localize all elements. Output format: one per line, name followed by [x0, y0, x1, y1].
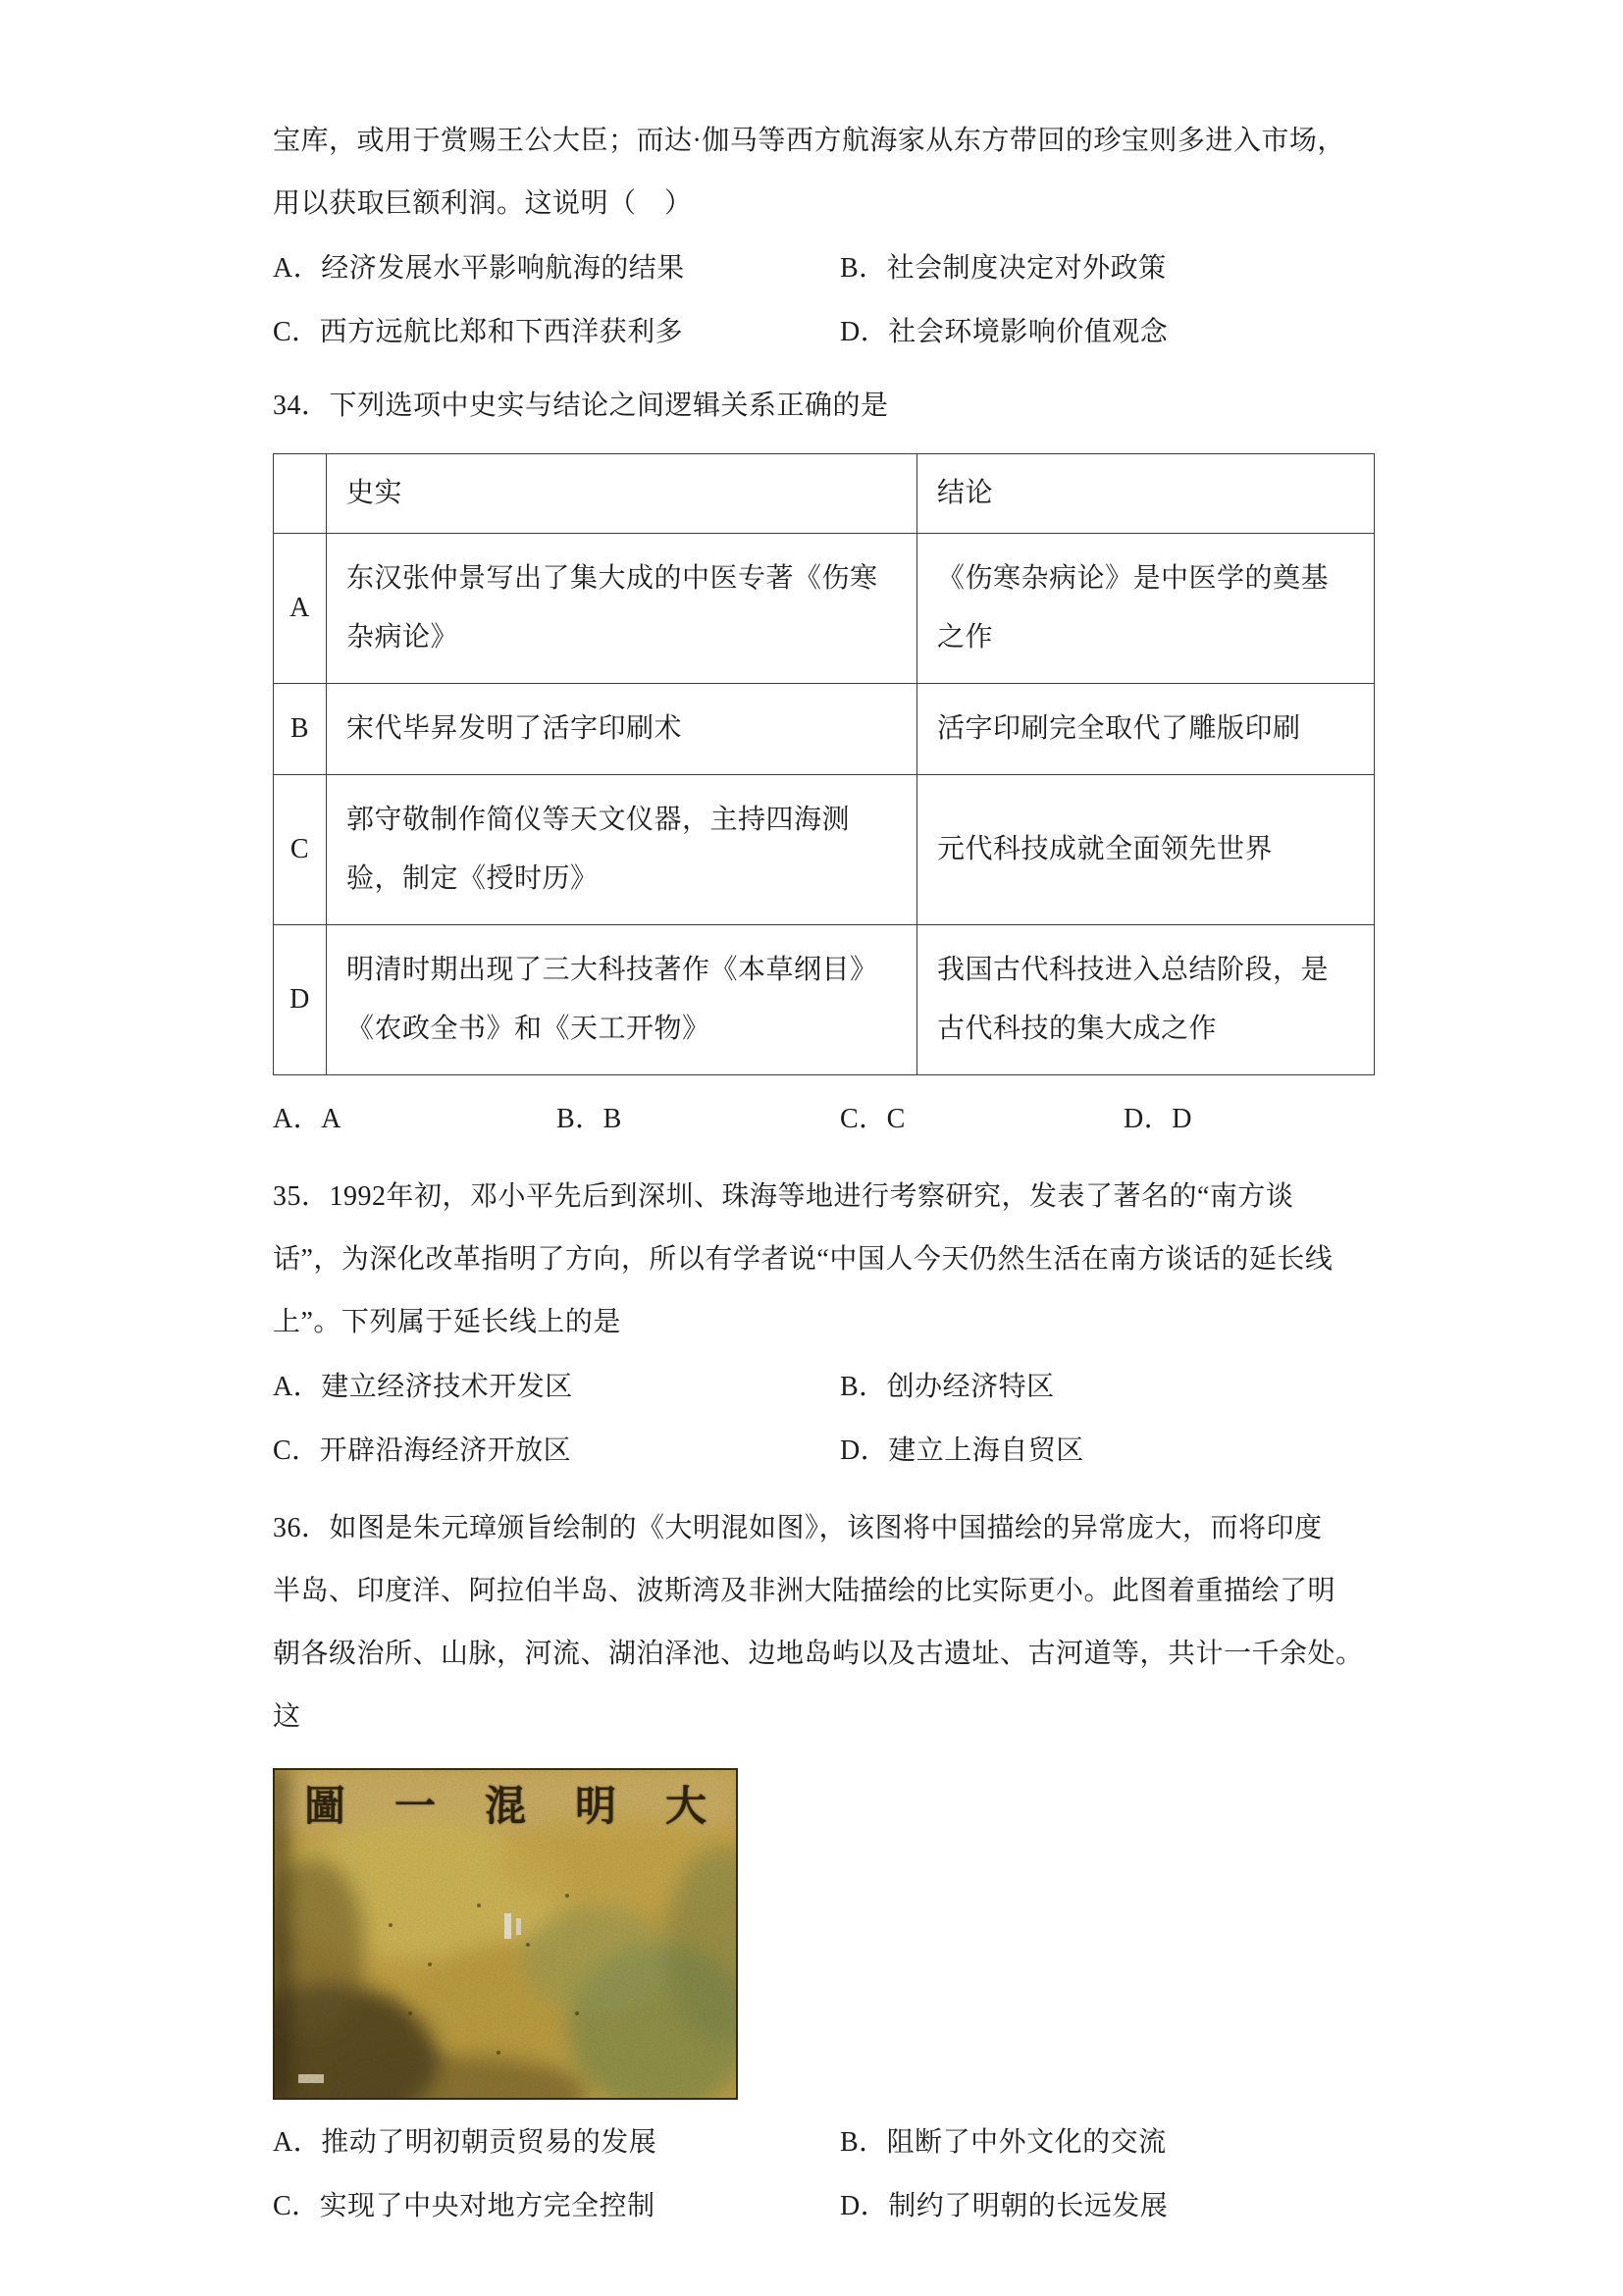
q34-logic-table	[273, 453, 1375, 1075]
paragraph-line: 这	[273, 1701, 301, 1732]
paragraph-line: 朝各级治所、山脉，河流、湖泊泽池、边地岛屿以及古遗址、古河道等，共计一千余处。	[273, 1639, 1364, 1669]
q36-options-row-cd	[273, 2175, 1378, 2237]
q33-options-row-ab	[273, 237, 1378, 299]
q36-paragraph	[273, 1497, 1378, 1748]
map-title-char: 混	[484, 1785, 526, 1830]
q35-options-row-ab	[273, 1356, 1378, 1418]
q35-option-c: C．开辟沿海经济开放区	[273, 1435, 572, 1466]
row-conclusion: 元代科技成就全面领先世界	[917, 775, 1375, 925]
table-row	[274, 684, 1375, 775]
row-key: A	[274, 534, 327, 684]
q35-option-b: B．创办经济特区	[840, 1372, 1055, 1402]
row-conclusion: 《伤寒杂病论》是中医学的奠基之作	[917, 534, 1375, 684]
q35-paragraph	[273, 1166, 1378, 1354]
map-title-char: 圖	[304, 1785, 346, 1830]
row-fact: 宋代毕昇发明了活字印刷术	[327, 684, 917, 775]
table-header-row	[274, 454, 1375, 534]
table-row	[274, 534, 1375, 684]
q36-option-a: A．推动了明初朝贡贸易的发展	[273, 2127, 657, 2158]
q36-option-d: D．制约了明朝的长远发展	[840, 2191, 1169, 2221]
q34-option-b: B．B	[556, 1104, 622, 1134]
row-key: C	[274, 775, 327, 925]
paragraph-line: 用以获取巨额利润。这说明（ ）	[273, 188, 693, 219]
map-title-characters	[273, 1774, 738, 1833]
q35-options-row-cd	[273, 1420, 1378, 1482]
q33-options-row-cd	[273, 301, 1378, 363]
row-conclusion: 活字印刷完全取代了雕版印刷	[917, 684, 1375, 775]
q36-option-b: B．阻断了中外文化的交流	[840, 2127, 1167, 2158]
table-row	[274, 775, 1375, 925]
map-title-char: 大	[664, 1785, 707, 1830]
row-fact: 东汉张仲景写出了集大成的中医专著《伤寒杂病论》	[327, 534, 917, 684]
q35-option-d: D．建立上海自贸区	[840, 1435, 1084, 1466]
q36-option-c: C．实现了中央对地方完全控制	[273, 2191, 655, 2221]
q36-options-row-ab	[273, 2112, 1378, 2173]
row-fact: 郭守敬制作简仪等天文仪器，主持四海测验，制定《授时历》	[327, 775, 917, 925]
q34-option-d: D．D	[1124, 1104, 1192, 1134]
map-title-char: 明	[574, 1785, 616, 1830]
q34-answer-options	[273, 1089, 1378, 1150]
table-header-fact: 史实	[327, 454, 917, 534]
paragraph-line: 上”。下列属于延长线上的是	[273, 1307, 621, 1337]
q33-option-c: C．西方远航比郑和下西洋获利多	[273, 317, 684, 347]
table-row	[274, 925, 1375, 1075]
row-key: D	[274, 925, 327, 1075]
q35-option-a: A．建立经济技术开发区	[273, 1372, 573, 1402]
q34-option-a: A．A	[273, 1104, 341, 1134]
row-conclusion: 我国古代科技进入总结阶段，是古代科技的集大成之作	[917, 925, 1375, 1075]
daming-hunyi-map-image	[273, 1768, 738, 2100]
row-key: B	[274, 684, 327, 775]
q33-option-b: B．社会制度决定对外政策	[840, 253, 1167, 284]
table-header-blank	[274, 454, 327, 534]
row-fact: 明清时期出现了三大科技著作《本草纲目》《农政全书》和《天工开物》	[327, 925, 917, 1075]
paragraph-line: 话”，为深化改革指明了方向，所以有学者说“中国人今天仍然生活在南方谈话的延长线	[273, 1244, 1334, 1275]
q34-stem: 34．下列选项中史实与结论之间逻辑关系正确的是	[273, 391, 889, 421]
table-header-conclusion: 结论	[917, 454, 1375, 534]
paragraph-line: 35．1992年初，邓小平先后到深圳、珠海等地进行考察研究，发表了著名的“南方谈	[273, 1181, 1294, 1212]
paragraph-line: 宝库，或用于赏赐王公大臣；而达·伽马等西方航海家从东方带回的珍宝则多进入市场，	[273, 126, 1345, 156]
q33-continuation-paragraph	[273, 110, 1378, 235]
paragraph-line: 半岛、印度洋、阿拉伯半岛、波斯湾及非洲大陆描绘的比实际更小。此图着重描绘了明	[273, 1576, 1336, 1606]
q33-option-a: A．经济发展水平影响航海的结果	[273, 253, 685, 284]
q33-option-d: D．社会环境影响价值观念	[840, 317, 1169, 347]
map-title-char: 一	[393, 1785, 436, 1830]
q34-option-c: C．C	[840, 1104, 906, 1134]
paragraph-line: 36．如图是朱元璋颁旨绘制的《大明混如图》，该图将中国描绘的异常庞大，而将印度	[273, 1513, 1323, 1543]
